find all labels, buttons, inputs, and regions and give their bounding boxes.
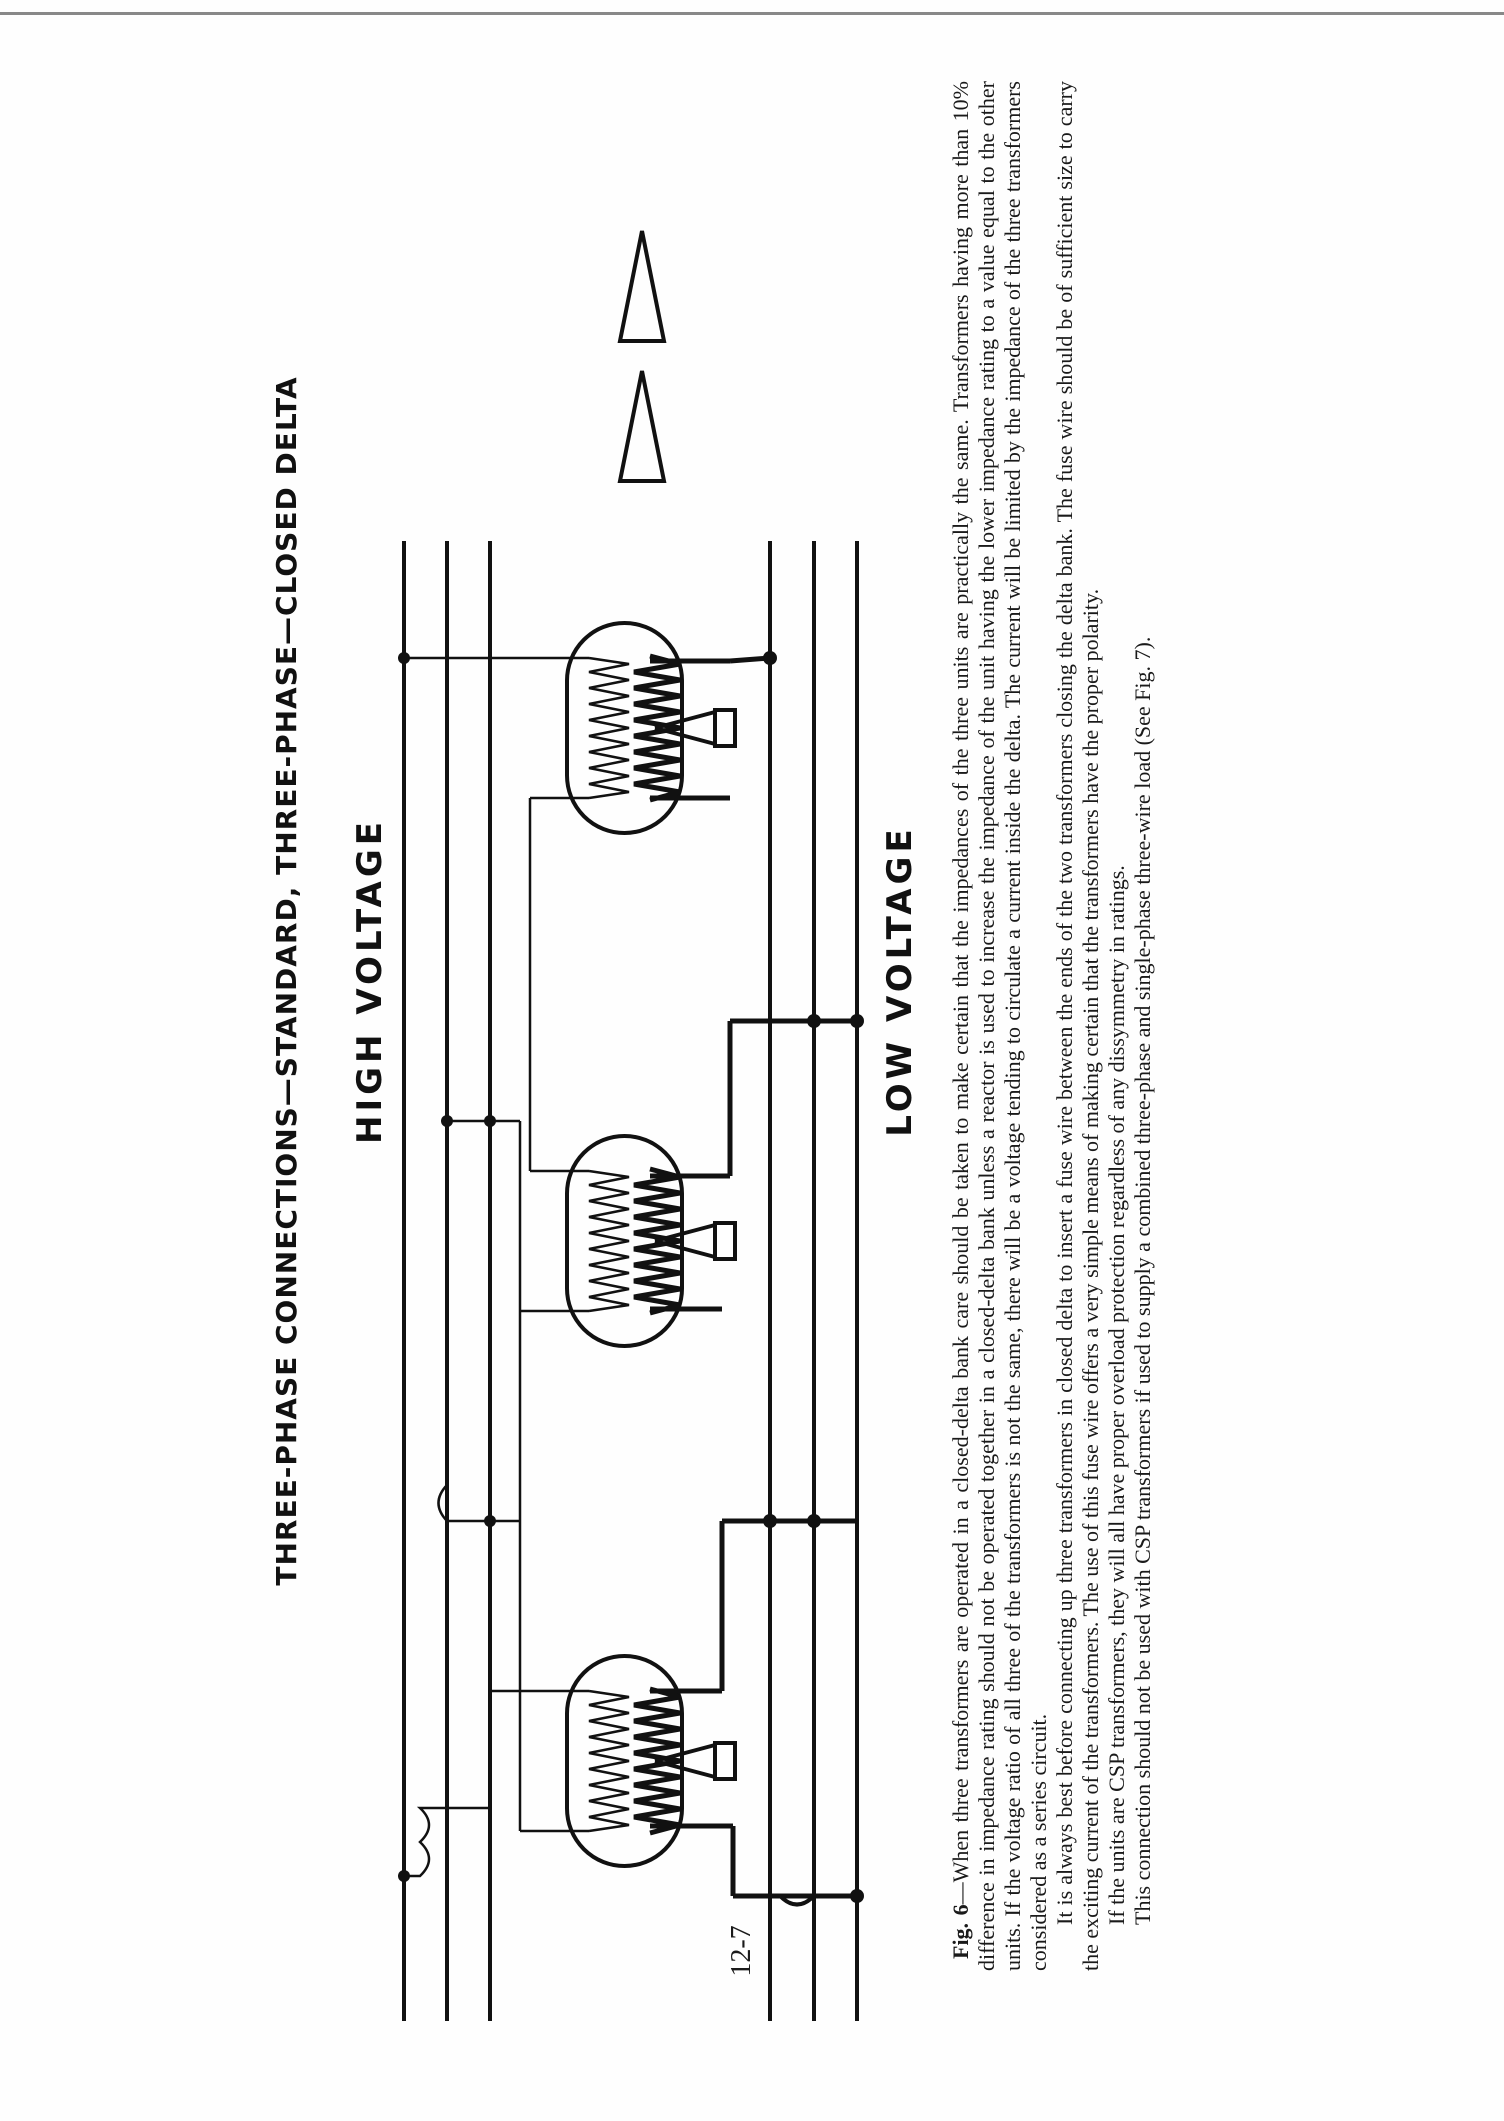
figure-label: Fig. 6 bbox=[948, 1904, 973, 1959]
low-voltage-label: LOW VOLTAGE bbox=[880, 825, 920, 1137]
transformer-1 bbox=[567, 1656, 735, 1866]
delta-triangle bbox=[620, 371, 664, 481]
low-voltage-bus-lines bbox=[770, 541, 857, 2021]
transformer-2 bbox=[567, 1136, 735, 1346]
figure-caption bbox=[948, 81, 1156, 1971]
page-title: THREE-PHASE CONNECTIONS—STANDARD, THREE-PHASE—CLOSED DELTA bbox=[270, 376, 303, 1586]
caption-paragraph-3: If the units are CSP transformers, they will all have proper overload protection regardless of any dissymmetry in ratings. bbox=[1104, 865, 1129, 1925]
caption-paragraph-4: This connection should not be used with CSP transformers if used to supply a combined three-phase and single-phase three-wire load (See Fig. 7). bbox=[1130, 636, 1155, 1925]
page-number: 12-7 bbox=[726, 1925, 757, 1977]
primary-delta-wiring bbox=[404, 658, 589, 1876]
transformer-3 bbox=[567, 623, 735, 833]
caption-paragraph-1: Fig. 6—When three transformers are operated in a closed-delta bank care should be taken to make certain that the impedances of the three units are practically the same. Transformers having more than 10% difference in impedance rating should not be operated together in a closed-delta bank unless a reactor is used to increase the impedance of the unit having the lower impedance rating to a value equal to the other units. If the voltage ratio of all three of the transformers is not the same, there will be a voltage tending to circulate a current inside the delta. The current will be limited by the impedance of the three transformers considered as a series circuit. bbox=[948, 81, 1051, 1971]
delta-symbol-2 bbox=[620, 371, 664, 481]
high-voltage-label: HIGH VOLTAGE bbox=[350, 818, 390, 1144]
delta-symbol-1 bbox=[620, 231, 664, 341]
caption-paragraph-2: It is always best before connecting up three transformers in closed delta to insert a fuse wire between the ends of the two transformers closing the delta bank. The fuse wire should be of sufficient size to carry the exciting current of the transformers. The use of this fuse wire offers a very simple means of making certain that the transformers have the proper polarity. bbox=[1052, 81, 1103, 1971]
high-voltage-bus-lines bbox=[404, 541, 490, 2021]
delta-triangle bbox=[620, 231, 664, 341]
